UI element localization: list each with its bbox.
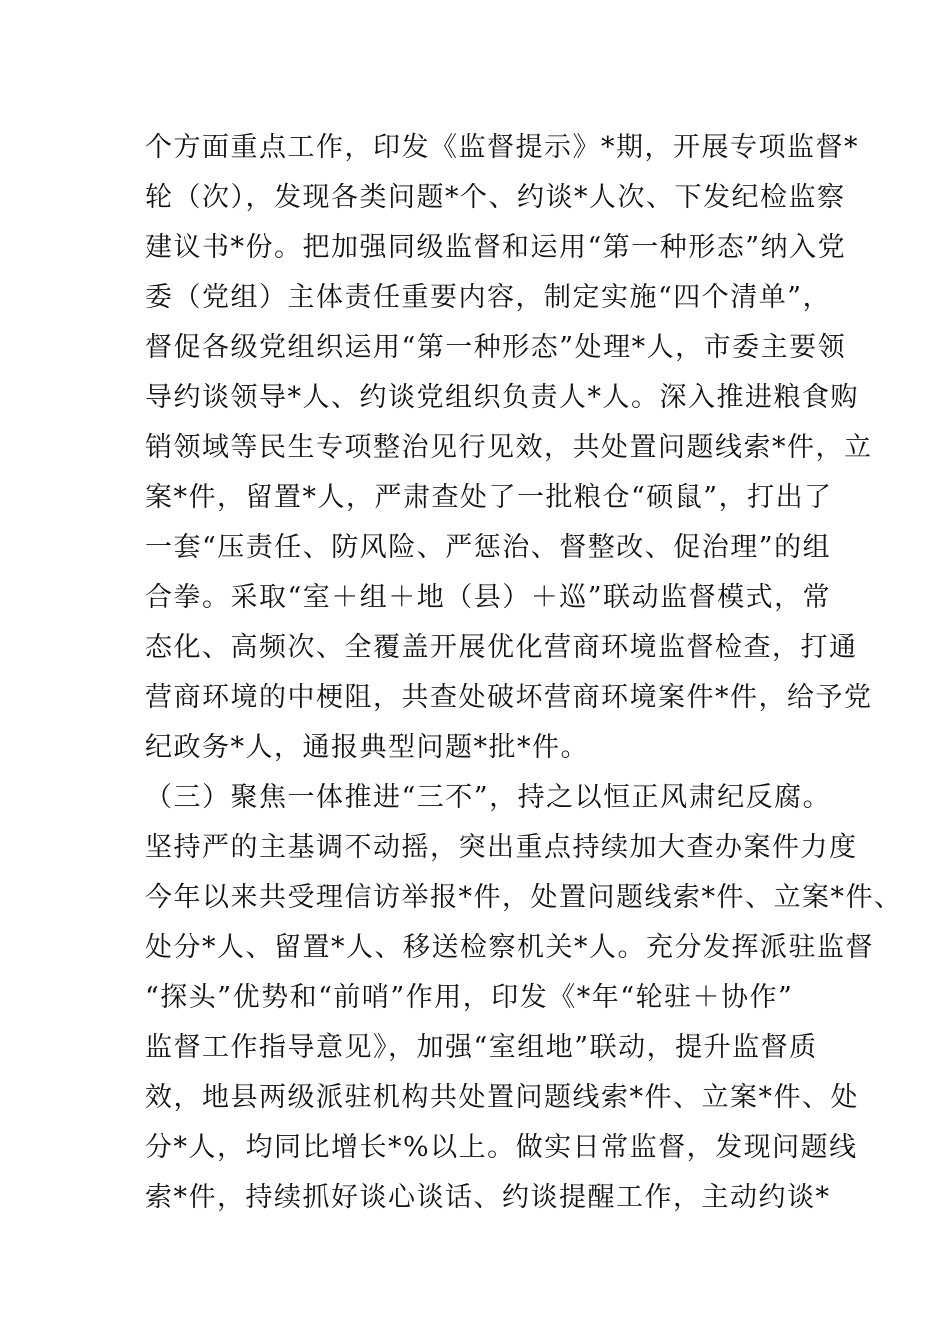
text-line: 分*人，均同比增长*%以上。做实日常监督，发现问题线 xyxy=(145,1132,858,1163)
text-line: 销领域等民生专项整治见行见效，共处置问题线索*件，立 xyxy=(145,432,873,463)
text-line: 案*件，留置*人，严肃查处了一批粮仓“硕鼠”，打出了 xyxy=(145,482,833,513)
text-line: 坚持严的主基调不动摇，突出重点持续加大查办案件力度 xyxy=(145,832,858,863)
text-line: 合拳。采取“室＋组＋地（县）＋巡”联动监督模式，常 xyxy=(145,582,832,613)
text-line: 导约谈领导*人、约谈党组织负责人*人。深入推进粮食购 xyxy=(145,382,859,413)
text-line: 效，地县两级派驻机构共处置问题线索*件、立案*件、处 xyxy=(145,1082,859,1113)
text-line: 营商环境的中梗阻，共查处破坏营商环境案件*件，给予党 xyxy=(145,682,873,713)
text-line: 纪政务*人，通报典型问题*批*件。 xyxy=(145,732,589,763)
text-line: 轮（次），发现各类问题*个、约谈*人次、下发纪检监察 xyxy=(145,182,846,213)
text-line: 今年以来共受理信访举报*件，处置问题线索*件、立案*件、 xyxy=(145,882,903,913)
text-line: 索*件，持续抓好谈心谈话、约谈提醒工作，主动约谈* xyxy=(145,1182,831,1213)
text-line: 个方面重点工作，印发《监督提示》*期，开展专项监督* xyxy=(145,132,859,163)
text-line: 态化、高频次、全覆盖开展优化营商环境监督检查，打通 xyxy=(145,632,858,663)
text-line: 监督工作指导意见》，加强“室组地”联动，提升监督质 xyxy=(145,1032,818,1063)
text-line: “探头”优势和“前哨”作用，印发《*年“轮驻＋协作” xyxy=(145,982,794,1013)
text-line: 处分*人、留置*人、移送检察机关*人。充分发挥派驻监督 xyxy=(145,932,874,963)
section-heading: （三）聚焦一体推进“三不”，持之以恒正风肃纪反腐。 xyxy=(145,782,832,813)
text-line: 委（党组）主体责任重要内容，制定实施“四个清单”， xyxy=(145,282,832,313)
text-line: 建议书*份。把加强同级监督和运用“第一种形态”纳入党 xyxy=(145,232,847,263)
text-line: 督促各级党组织运用“第一种形态”处理*人，市委主要领 xyxy=(145,332,847,363)
text-line: 一套“压责任、防风险、严惩治、督整改、促治理”的组 xyxy=(145,532,832,563)
